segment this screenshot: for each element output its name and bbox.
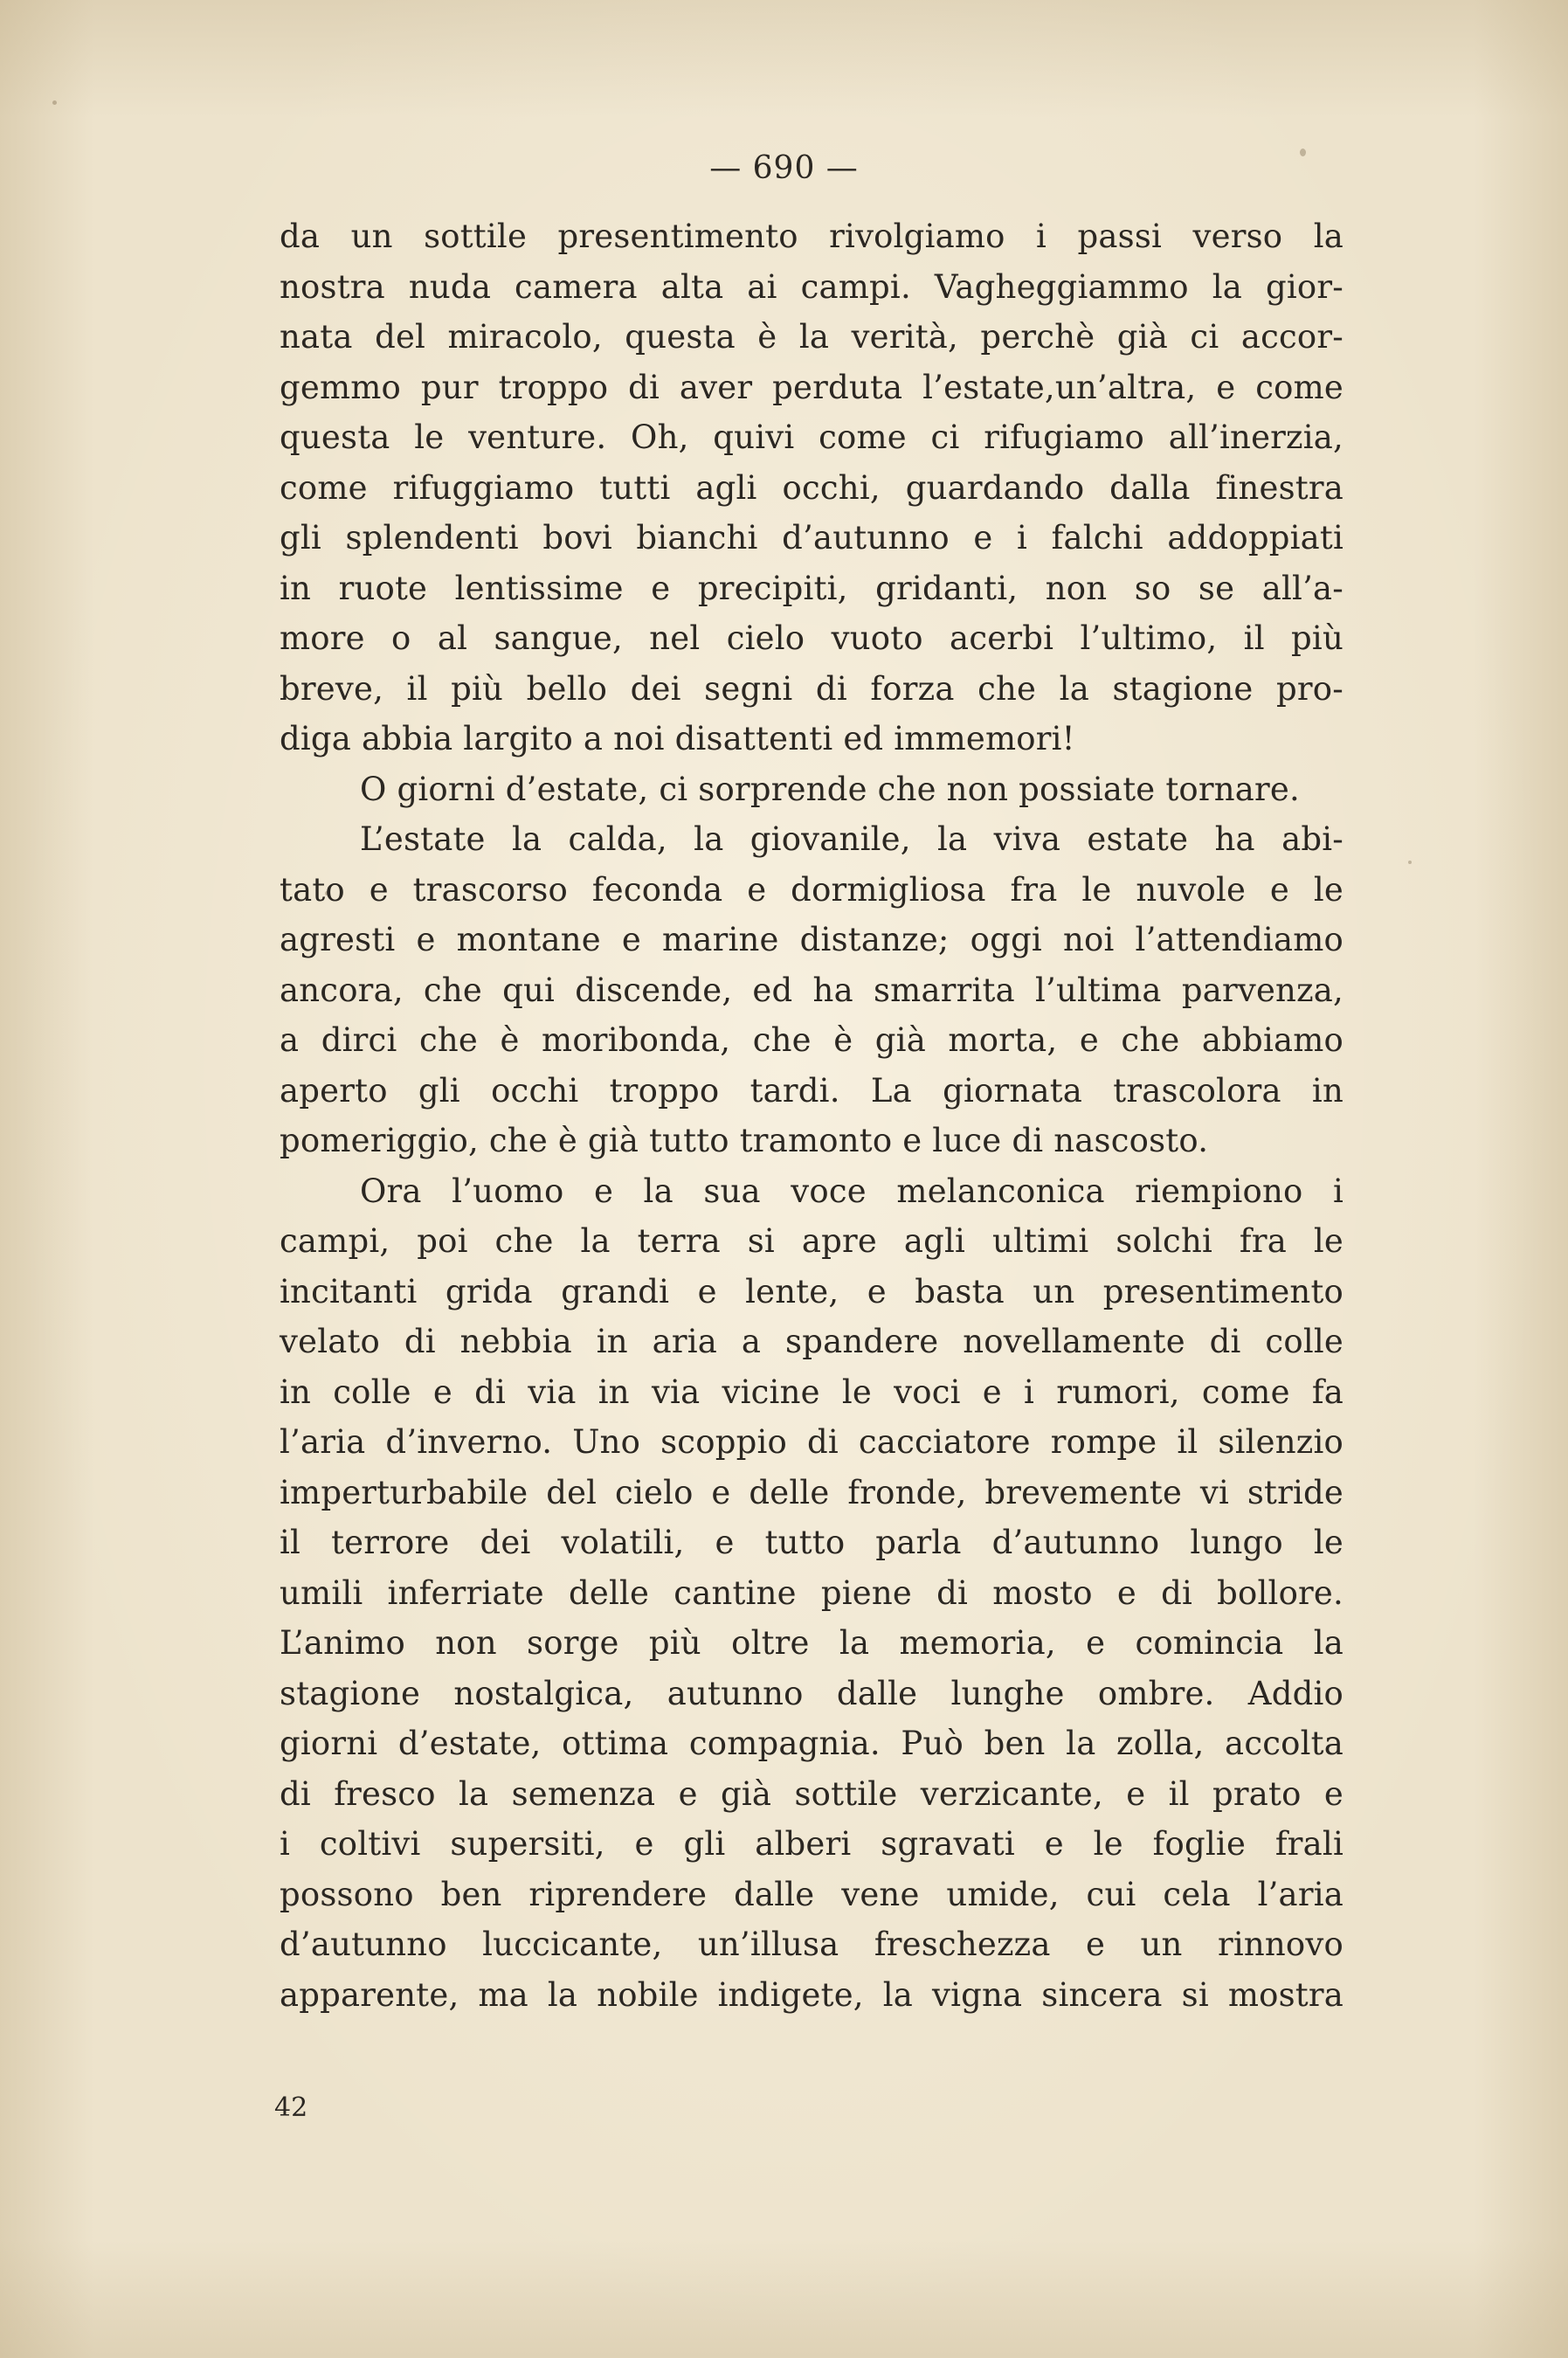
text-line: imperturbabile del cielo e delle fronde, brevemente vi stride (280, 1473, 1344, 1511)
text-line: gli splendenti bovi bianchi d’autunno e i falchi addoppiati (280, 519, 1344, 557)
text-line: l’aria d’inverno. Uno scoppio di cacciatore rompe il silenzio (280, 1423, 1344, 1461)
text-line: da un sottile presentimento rivolgiamo i passi verso la (280, 218, 1344, 255)
text-line: in colle e di via in via vicine le voci e i rumori, come fa (280, 1373, 1344, 1411)
text-line: O giorni d’estate, ci sorprende che non possiate tornare. (360, 770, 1300, 808)
text-line: i coltivi supersiti, e gli alberi sgravati e le foglie frali (280, 1825, 1344, 1863)
text-line: come rifuggiamo tutti agli occhi, guardando dalla finestra (280, 468, 1344, 507)
text-line: ancora, che qui discende, ed ha smarrita l’ultima parvenza, (280, 971, 1344, 1009)
text-line: a dirci che è moribonda, che è già morta, e che abbiamo (280, 1021, 1344, 1059)
text-line: velato di nebbia in aria a spandere novellamente di colle (280, 1323, 1344, 1360)
text-line: di fresco la semenza e già sottile verzicante, e il prato e (280, 1774, 1344, 1813)
page-number-top: — 690 — (709, 150, 859, 186)
text-line: apparente, ma la nobile indigete, la vigna sincera si mostra (280, 1975, 1344, 2014)
text-line: L’animo non sorge più oltre la memoria, e comincia la (280, 1624, 1344, 1662)
text-line: umili inferriate delle cantine piene di mosto e di bollore. (280, 1573, 1344, 1612)
text-line: Ora l’uomo e la sua voce melanconica riempiono i (360, 1172, 1344, 1210)
text-line: campi, poi che la terra si apre agli ultimi solchi fra le (280, 1222, 1344, 1260)
text-line: more o al sangue, nel cielo vuoto acerbi l’ultimo, il più (280, 619, 1344, 657)
text-line: questa le venture. Oh, quivi come ci rifugiamo all’inerzia, (280, 418, 1344, 456)
text-line: diga abbia largito a noi disattenti ed immemori! (280, 720, 1075, 757)
text-line: L’estate la calda, la giovanile, la viva estate ha abi- (360, 820, 1344, 858)
text-line: giorni d’estate, ottima compagnia. Può ben la zolla, accolta (280, 1725, 1344, 1762)
text-line: possono ben riprendere dalle vene umide, cui cela l’aria (280, 1875, 1344, 1913)
text-line: aperto gli occhi troppo tardi. La giornata trascolora in (280, 1071, 1344, 1110)
text-line: nata del miracolo, questa è la verità, perchè già ci accor- (280, 318, 1344, 356)
paper-speck (52, 100, 57, 105)
paper-speck (1408, 861, 1412, 864)
text-line: stagione nostalgica, autunno dalle lunghe ombre. Addio (280, 1674, 1344, 1712)
text-line: il terrore dei volatili, e tutto parla d’autunno lungo le (280, 1524, 1344, 1561)
signature-mark: 42 (274, 2092, 308, 2123)
text-line: d’autunno luccicante, un’illusa freschezza e un rinnovo (280, 1926, 1344, 1963)
text-line: agresti e montane e marine distanze; oggi noi l’attendiamo (280, 921, 1344, 958)
text-line: tato e trascorso feconda e dormigliosa fra le nuvole e le (280, 870, 1344, 909)
text-line: pomeriggio, che è già tutto tramonto e luce di nascosto. (280, 1122, 1209, 1159)
text-line: incitanti grida grandi e lente, e basta un presentimento (280, 1272, 1344, 1310)
text-line: in ruote lentissime e precipiti, gridanti, non so se all’a- (280, 569, 1344, 607)
text-line: gemmo pur troppo di aver perduta l’estate,un’altra, e come (280, 368, 1344, 406)
text-line: breve, il più bello dei segni di forza che la stagione pro- (280, 669, 1344, 708)
body-text (280, 211, 1344, 2020)
text-line: nostra nuda camera alta ai campi. Vagheggiammo la gior- (280, 267, 1344, 306)
